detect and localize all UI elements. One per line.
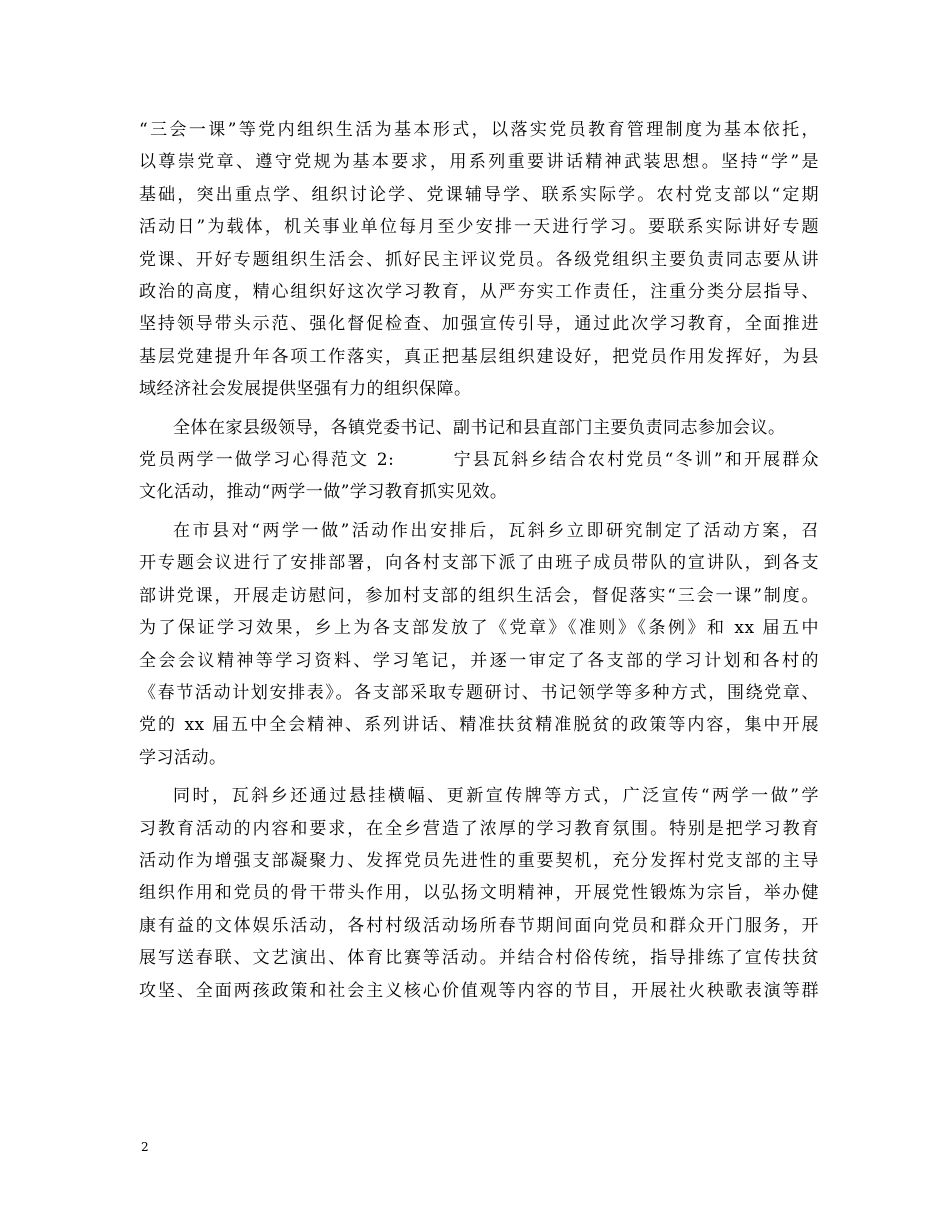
text-line: 活动日”为载体，机关事业单位每月至少安排一天进行学习。要联系实际讲好专题 bbox=[139, 217, 819, 238]
text-line: 在市县对“两学一做”活动作出安排后，瓦斜乡立即研究制定了活动方案，召 bbox=[173, 520, 819, 541]
text-line: 坚持领导带头示范、强化督促检查、加强宣传引导，通过此次学习教育，全面推进 bbox=[139, 314, 819, 335]
text-line: 全体在家县级领导，各镇党委书记、副书记和县直部门主要负责同志参加会议。 bbox=[173, 417, 786, 438]
text-line: 全会会议精神等学习资料、学习笔记，并逐一审定了各支部的学习计划和各村的 bbox=[139, 650, 819, 671]
page-number: 2 bbox=[141, 1140, 149, 1154]
text-line: 活动作为增强支部凝聚力、发挥党员先进性的重要契机，充分发挥村党支部的主导 bbox=[139, 850, 819, 871]
text-line: 同时，瓦斜乡还通过悬挂横幅、更新宣传牌等方式，广泛宣传“两学一做”学 bbox=[173, 786, 819, 807]
text-line: 以尊崇党章、遵守党规为基本要求，用系列重要讲话精神武装思想。坚持“学”是 bbox=[139, 152, 819, 173]
paragraph-1 bbox=[139, 114, 819, 406]
text-line: 展写送春联、文艺演出、体育比赛等活动。并结合村俗传统，指导排练了宣传扶贫 bbox=[139, 948, 819, 969]
text-line: 《春节活动计划安排表》。各支部采取专题研讨、书记领学等多种方式，围绕党章、 bbox=[139, 682, 819, 703]
text-line: 党的 xx 届五中全会精神、系列讲话、精准扶贫精准脱贫的政策等内容，集中开展 bbox=[139, 715, 819, 736]
text-line: 基础，突出重点学、组织讨论学、党课辅导学、联系实际学。农村党支部以“定期 bbox=[139, 184, 819, 205]
paragraph-5 bbox=[139, 780, 819, 1007]
text-line: “三会一课”等党内组织生活为基本形式，以落实党员教育管理制度为基本依托， bbox=[139, 120, 819, 140]
text-line: 基层党建提升年各项工作落实，真正把基层组织建设好，把党员作用发挥好，为县 bbox=[139, 346, 819, 367]
text-line: 党员两学一做学习心得范文 2: 宁县瓦斜乡结合农村党员“冬训”和开展群众 bbox=[139, 450, 819, 471]
text-line: 攻坚、全面两孩政策和社会主义核心价值观等内容的节目，开展社火秧歌表演等群 bbox=[139, 980, 819, 1001]
text-line: 域经济社会发展提供坚强有力的组织保障。 bbox=[139, 379, 472, 400]
text-line: 学习活动。 bbox=[139, 747, 227, 768]
text-line: 康有益的文体娱乐活动，各村村级活动场所春节期间面向党员和群众开门服务，开 bbox=[139, 915, 819, 936]
document-body bbox=[139, 114, 819, 1007]
paragraph-2 bbox=[139, 412, 819, 444]
paragraph-3 bbox=[139, 444, 819, 509]
text-line: 习教育活动的内容和要求，在全乡营造了浓厚的学习教育氛围。特别是把学习教育 bbox=[139, 818, 819, 839]
text-line: 党课、开好专题组织生活会、抓好民主评议党员。各级党组织主要负责同志要从讲 bbox=[139, 249, 819, 270]
text-line: 组织作用和党员的骨干带头作用，以弘扬文明精神，开展党性锻炼为宗旨，举办健 bbox=[139, 883, 819, 904]
text-line: 部讲党课，开展走访慰问，参加村支部的组织生活会，督促落实“三会一课”制度。 bbox=[139, 585, 819, 606]
paragraph-4 bbox=[139, 515, 819, 774]
text-line: 政治的高度，精心组织好这次学习教育，从严夯实工作责任，注重分类分层指导、 bbox=[139, 282, 819, 303]
text-line: 为了保证学习效果，乡上为各支部发放了《党章》《准则》《条例》和 xx 届五中 bbox=[139, 618, 819, 639]
text-line: 文化活动，推动“两学一做”学习教育抓实见效。 bbox=[139, 482, 508, 503]
text-line: 开专题会议进行了安排部署，向各村支部下派了由班子成员带队的宣讲队，到各支 bbox=[139, 553, 819, 574]
